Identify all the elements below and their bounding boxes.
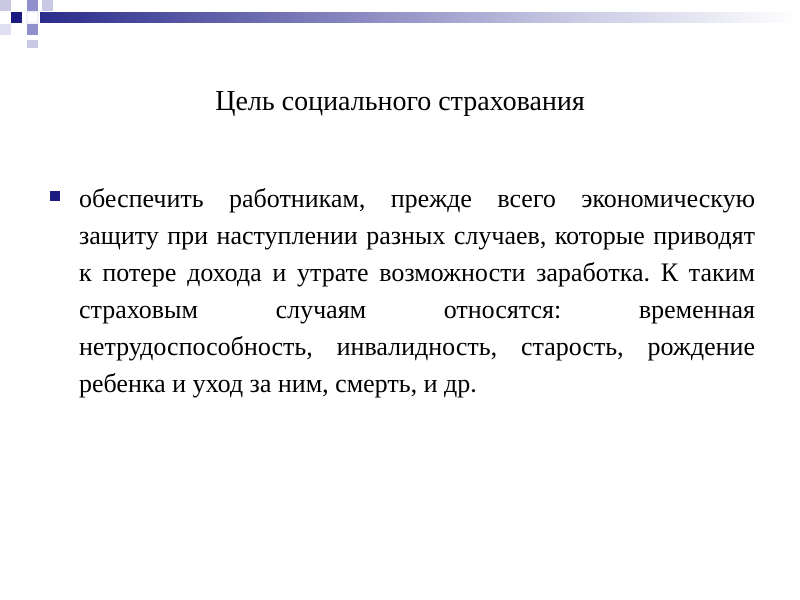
square-bullet-icon <box>50 191 60 201</box>
bullet-text: обеспечить работникам, прежде всего экономическую защиту при наступлении разных случаев, которые приводят к потере дохода и утрате возможности заработка. К таким страховым случаям относятся: временная нетрудоспособность, инвалидность, старость, рождение ребенка и уход за ним, смерть, и др. <box>79 184 755 398</box>
header-gradient-band <box>40 12 800 23</box>
corner-squares-decoration <box>0 0 53 48</box>
slide-title: Цель социального страхования <box>215 86 585 117</box>
header-decoration <box>0 0 800 60</box>
